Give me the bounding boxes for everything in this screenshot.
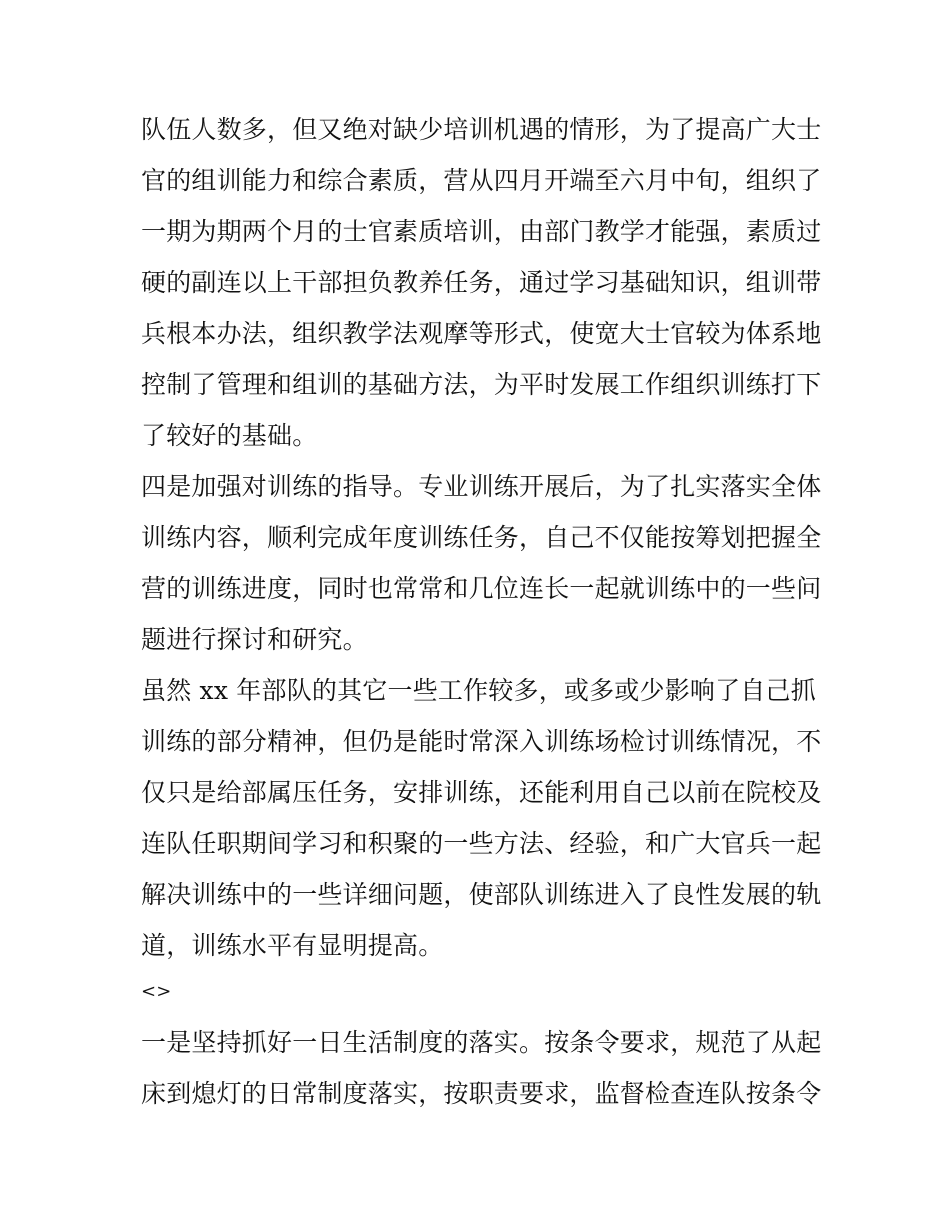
text-line: 硬的副连以上干部担负教养任务，通过学习基础知识，组训带: [141, 268, 822, 297]
text-line: 控制了管理和组训的基础方法，为平时发展工作组织训练打下: [141, 370, 822, 399]
document-body: [141, 104, 821, 1119]
text-line: 道，训练水平有显明提高。: [141, 931, 444, 960]
paragraph-start-line: 虽然 xx 年部队的其它一些工作较多，或多或少影响了自己抓: [141, 676, 816, 705]
text-line: 队伍人数多，但又绝对缺少培训机遇的情形，为了提高广大士: [141, 115, 822, 144]
text-line: 兵根本办法，组织教学法观摩等形式，使宽大士官较为体系地: [141, 319, 822, 348]
text-line: 训练的部分精神，但仍是能时常深入训练场检讨训练情况，不: [141, 727, 822, 756]
text-line: 官的组训能力和综合素质，营从四月开端至六月中旬，组织了: [141, 166, 822, 195]
text-line: 连队任职期间学习和积聚的一些方法、经验，和广大官兵一起: [141, 829, 822, 858]
text-line: 营的训练进度，同时也常常和几位连长一起就训练中的一些问: [141, 574, 822, 603]
text-line: 训练内容，顺利完成年度训练任务，自己不仅能按筹划把握全: [141, 523, 822, 552]
text-line: 解决训练中的一些详细问题，使部队训练进入了良性发展的轨: [141, 880, 822, 909]
text-line: 题进行探讨和研究。: [141, 625, 368, 654]
paragraph-start-line: 四是加强对训练的指导。专业训练开展后，为了扎实落实全体: [141, 472, 822, 501]
text-line: 一期为期两个月的士官素质培训，由部门教学才能强，素质过: [141, 217, 822, 246]
paragraph-start-line: 一是坚持抓好一日生活制度的落实。按条令要求，规范了从起: [141, 1028, 822, 1057]
text-line: 床到熄灯的日常制度落实，按职责要求，监督检查连队按条令: [141, 1079, 822, 1108]
angle-bracket-marker: <>: [141, 981, 172, 1002]
text-line: 仅只是给部属压任务，安排训练，还能利用自己以前在院校及: [141, 778, 822, 807]
text-line: 了较好的基础。: [141, 421, 318, 450]
